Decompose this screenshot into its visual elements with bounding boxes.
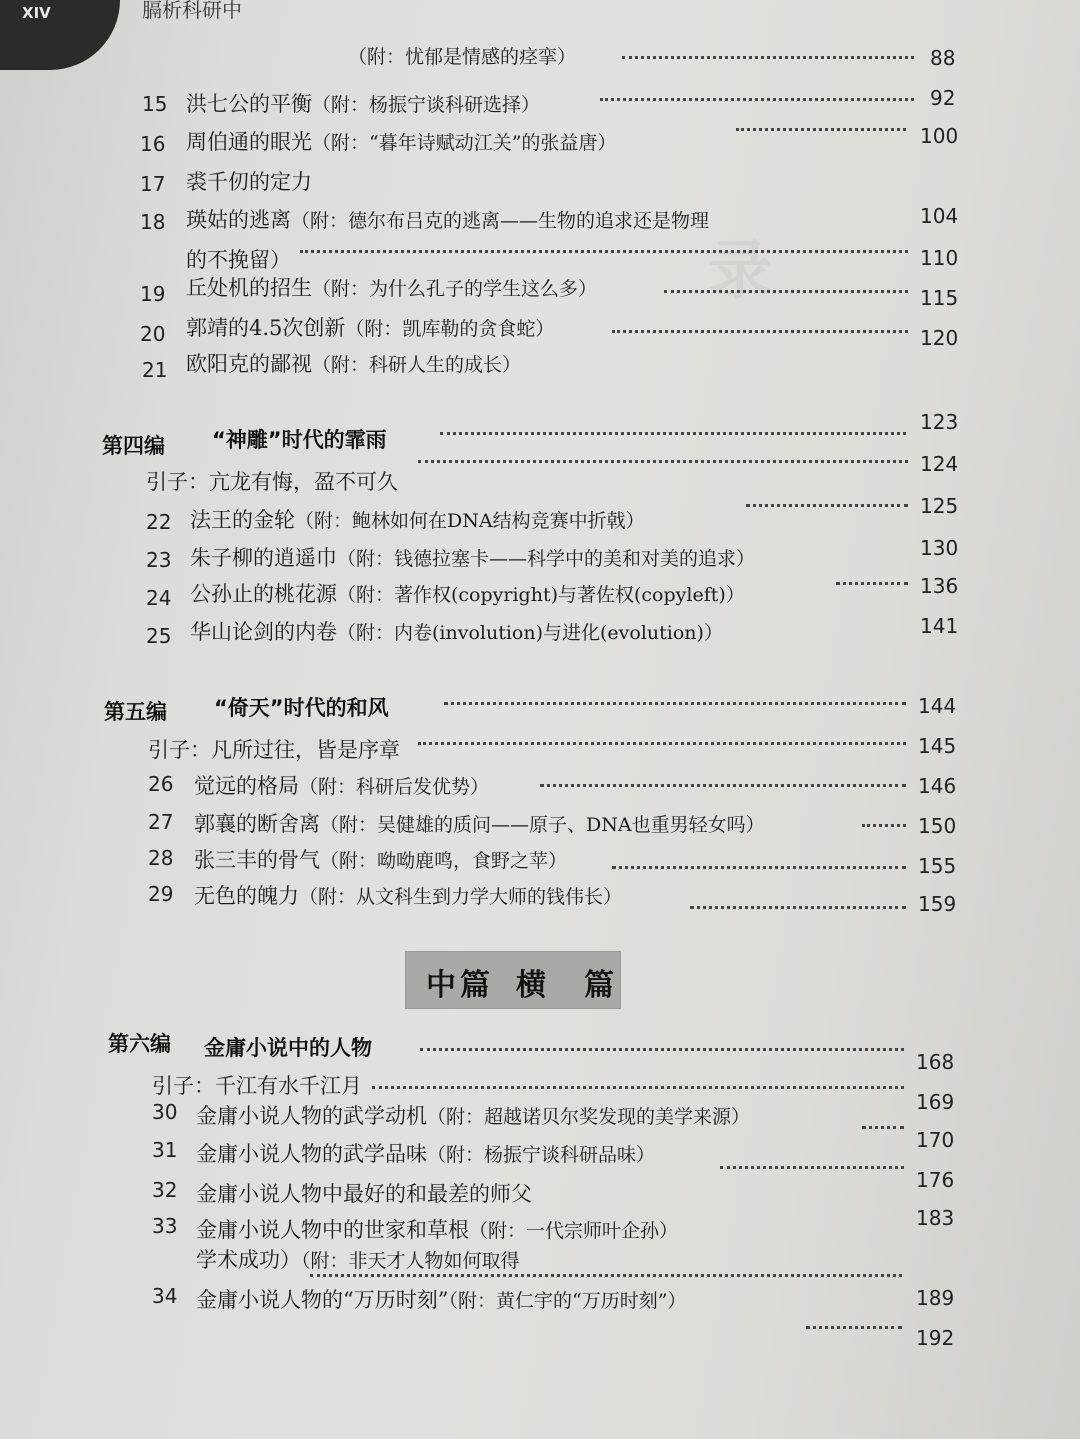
- entry-title: 丘处机的招生: [186, 276, 312, 300]
- leader-dots: [806, 1326, 902, 1329]
- chapter-number: 22: [146, 510, 172, 534]
- chapter-number: 26: [148, 772, 174, 796]
- entry-note: （附：“暮年诗赋动江关”的张益唐）: [312, 132, 617, 154]
- entry-note: （附：内卷(involution)与进化(evolution)）: [337, 622, 723, 644]
- entry-title: 华山论剑的内卷: [190, 620, 337, 644]
- page-number: 146: [918, 774, 957, 798]
- leader-dots: [736, 128, 906, 131]
- toc-entry[interactable]: [0, 198, 1080, 238]
- entry-title: 无色的魄力: [194, 884, 299, 908]
- entry-note: （附：呦呦鹿鸣，食野之苹）: [320, 850, 568, 872]
- entry-note: （附：为什么孔子的学生这么多）: [312, 278, 598, 300]
- page-number: 110: [920, 246, 959, 270]
- chapter-number: 27: [148, 810, 174, 834]
- leader-dots: [720, 1166, 904, 1169]
- leader-dots: [746, 504, 908, 507]
- entry-title: 学术成功）: [196, 1248, 301, 1272]
- banner-right-text: 横 篇: [516, 968, 618, 1003]
- entry-note: （附：著作权(copyright)与著佐权(copyleft)）: [337, 584, 745, 606]
- part-heading[interactable]: [0, 410, 1080, 458]
- entry-note: （附：鲍林如何在DNA结构竞赛中折戟）: [295, 510, 645, 532]
- chapter-number: 31: [152, 1138, 178, 1162]
- toc-entry[interactable]: [0, 882, 1080, 930]
- entry-note: （附：忧郁是情感的痉挛）: [348, 46, 577, 68]
- entry-title: 瑛姑的逃离: [186, 208, 291, 232]
- page-number: 88: [930, 46, 956, 70]
- chapter-number: 33: [152, 1214, 178, 1238]
- toc-entry[interactable]: [0, 572, 1080, 612]
- part-label: 第五编: [104, 700, 167, 724]
- entry-title: 周伯通的眼光: [186, 130, 312, 154]
- leader-dots: [310, 1274, 902, 1277]
- leader-dots: [612, 330, 908, 333]
- leader-dots: [690, 906, 906, 909]
- toc-entry[interactable]: [0, 1284, 1080, 1350]
- page-number: 141: [920, 614, 959, 638]
- entry-title: 引子：亢龙有悔，盈不可久: [146, 470, 398, 494]
- chapter-number: 15: [142, 92, 168, 116]
- entry-note: （附：凯库勒的贪食蛇）: [345, 318, 555, 340]
- leader-dots: [372, 1086, 904, 1089]
- page-number: 183: [916, 1206, 955, 1230]
- page-number: 115: [920, 286, 959, 310]
- toc-entry[interactable]: [0, 612, 1080, 652]
- chapter-number: 34: [152, 1284, 178, 1308]
- page-number: 104: [920, 204, 959, 228]
- chapter-number: 28: [148, 846, 174, 870]
- toc-entry[interactable]: [0, 118, 1080, 158]
- entry-note: （附：科研人生的成长）: [312, 354, 522, 376]
- entry-title: 金庸小说人物的武学品味: [196, 1142, 427, 1166]
- page-number: 120: [920, 326, 959, 350]
- leader-dots: [540, 784, 906, 787]
- page-number: 92: [930, 86, 956, 110]
- chapter-number: 18: [140, 210, 166, 234]
- part-title: 金庸小说中的人物: [204, 1036, 372, 1060]
- page-number: 145: [918, 734, 957, 758]
- entry-note: （附：杨振宁谈科研选择）: [312, 94, 541, 116]
- entry-title: 金庸小说人物中的世家和草根: [196, 1218, 469, 1242]
- page-number: 150: [918, 814, 957, 838]
- page-number: 130: [920, 536, 959, 560]
- section-banner: [406, 952, 620, 1008]
- entry-note: （附：钱德拉塞卡——科学中的美和对美的追求）: [337, 548, 756, 570]
- leader-dots: [300, 250, 908, 253]
- entry-note: （附：杨振宁谈科研品味）: [427, 1144, 656, 1166]
- entry-title: 裘千仞的定力: [186, 170, 312, 194]
- page-number: 144: [918, 694, 957, 718]
- banner-left-text: 中篇: [426, 968, 494, 1003]
- chapter-number: 24: [146, 586, 172, 610]
- chapter-number: 19: [140, 282, 166, 306]
- leader-dots: [418, 742, 906, 745]
- page-number: 155: [918, 854, 957, 878]
- chapter-number: 20: [140, 322, 166, 346]
- chapter-number: 32: [152, 1178, 178, 1202]
- entry-title: 公孙止的桃花源: [190, 582, 337, 606]
- entry-title: 法王的金轮: [190, 508, 295, 532]
- toc-entry[interactable]: [0, 770, 1080, 810]
- chapter-number: 29: [148, 882, 174, 906]
- part-heading[interactable]: [0, 1024, 1080, 1074]
- leader-dots: [862, 824, 906, 827]
- entry-title: 金庸小说人物的“万历时刻”: [196, 1288, 449, 1312]
- entry-title: 郭靖的4.5次创新: [186, 316, 346, 340]
- entry-note: （附：非天才人物如何取得: [301, 1250, 520, 1272]
- entry-title: 欧阳克的鄙视: [186, 352, 312, 376]
- leader-dots: [600, 98, 914, 101]
- toc-entry[interactable]: [0, 352, 1080, 392]
- part-heading[interactable]: [0, 690, 1080, 730]
- page-number: 100: [920, 124, 959, 148]
- part-title: “倚天”时代的和风: [214, 696, 389, 720]
- entry-title: 洪七公的平衡: [186, 92, 312, 116]
- entry-note: （附：德尔布吕克的逃离——生物的追求还是物理: [291, 210, 710, 232]
- bleed-through-text: 录: [708, 235, 772, 309]
- chapter-number: 25: [146, 624, 172, 648]
- entry-title: 朱子柳的逍遥巾: [190, 546, 337, 570]
- chapter-number: 17: [140, 172, 166, 196]
- leader-dots: [622, 56, 914, 59]
- toc-entry[interactable]: [0, 158, 1080, 198]
- entry-title: 的不挽留）: [186, 248, 291, 272]
- entry-note: （附：吴健雄的质问——原子、DNA也重男轻女吗）: [320, 814, 765, 836]
- part-label: 第四编: [102, 434, 165, 458]
- entry-note: （附：超越诺贝尔奖发现的美学来源）: [427, 1106, 751, 1128]
- chapter-number: 16: [140, 132, 166, 156]
- chapter-number: 23: [146, 548, 172, 572]
- part-label: 第六编: [108, 1032, 171, 1056]
- page-number: 168: [916, 1050, 955, 1074]
- leader-dots: [836, 582, 908, 585]
- entry-title: 引子：千江有水千江月: [152, 1074, 362, 1098]
- page-number: 123: [920, 410, 959, 434]
- page-number: 136: [920, 574, 959, 598]
- leader-dots: [420, 1048, 904, 1051]
- toc-entry[interactable]: [0, 492, 1080, 532]
- entry-note: （附：黄仁宇的“万历时刻”）: [448, 1290, 687, 1312]
- leader-dots: [418, 460, 908, 463]
- entry-note: （附：科研后发优势）: [299, 776, 490, 798]
- chapter-number: 30: [152, 1100, 178, 1124]
- entry-title: 郭襄的断舍离: [194, 812, 320, 836]
- entry-title: 金庸小说人物中最好的和最差的师父: [196, 1182, 532, 1206]
- page-number: 169: [916, 1090, 955, 1114]
- entry-title: 觉远的格局: [194, 774, 299, 798]
- toc-entry[interactable]: [0, 532, 1080, 572]
- leader-dots: [664, 290, 908, 293]
- part-title: “神雕”时代的霏雨: [212, 428, 387, 452]
- entry-note: （附：一代宗师叶企孙）: [469, 1220, 679, 1242]
- leader-dots: [440, 432, 906, 435]
- page-number: 124: [920, 452, 959, 476]
- toc-entry[interactable]: [0, 36, 1080, 76]
- page-number: 170: [916, 1128, 955, 1152]
- entry-title: 张三丰的骨气: [194, 848, 320, 872]
- page-numeral: XIV: [22, 4, 51, 22]
- page-number: 159: [918, 892, 957, 916]
- entry-title: 金庸小说人物的武学动机: [196, 1104, 427, 1128]
- chapter-number: 21: [142, 358, 168, 382]
- page-number: 192: [916, 1326, 955, 1350]
- toc-entry[interactable]: [0, 452, 1080, 492]
- running-head: 膈析科研中: [142, 0, 242, 22]
- entry-note: （附：从文科生到力学大师的钱伟长）: [299, 886, 623, 908]
- toc-entry[interactable]: [0, 78, 1080, 118]
- leader-dots: [444, 702, 906, 705]
- page-number: 125: [920, 494, 959, 518]
- page-number: 189: [916, 1286, 955, 1310]
- entry-title: 引子：凡所过往，皆是序章: [148, 738, 400, 762]
- page-number: 176: [916, 1168, 955, 1192]
- leader-dots: [612, 866, 906, 869]
- leader-dots: [862, 1126, 904, 1129]
- toc-entry[interactable]: [0, 730, 1080, 770]
